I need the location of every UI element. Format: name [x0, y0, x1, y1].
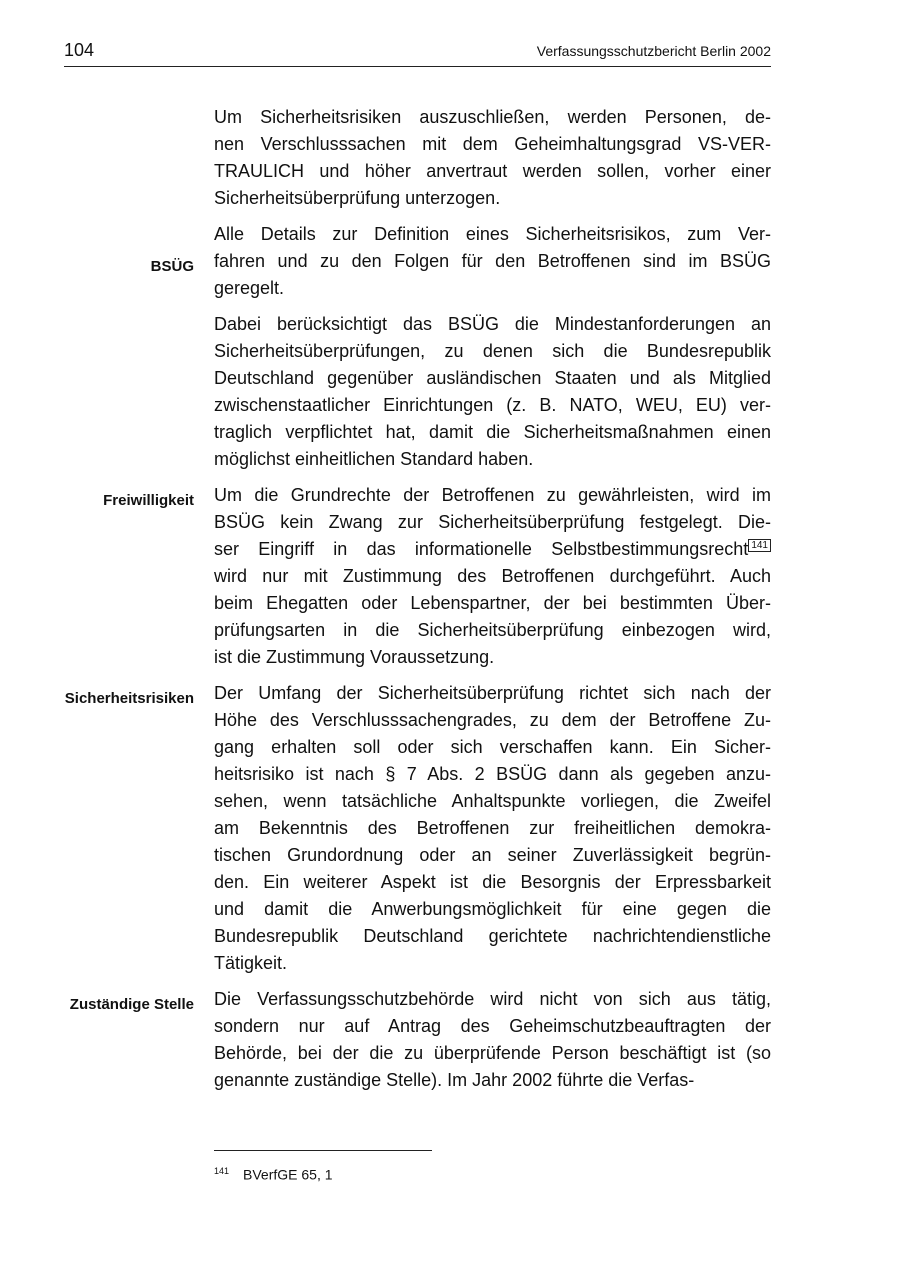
- text-line: [214, 896, 771, 923]
- text-line: [214, 338, 771, 365]
- text-line-content: tischen Grundordnung oder an seiner Zuverlässigkeit begrün-: [214, 845, 771, 865]
- text-line-content: Um die Grundrechte der Betroffenen zu gewährleisten, wird im: [214, 485, 771, 505]
- text-line-content: Alle Details zur Definition eines Sicherheitsrisikos, zum Ver-: [214, 224, 771, 244]
- text-line: [214, 392, 771, 419]
- margin-note: Freiwilligkeit: [103, 492, 194, 509]
- text-line-content: TRAULICH und höher anvertraut werden sollen, vorher einer: [214, 161, 771, 181]
- text-line: [214, 617, 771, 644]
- text-line-content: Sicherheitsüberprüfungen, zu denen sich die Bundesrepublik: [214, 341, 771, 361]
- footnote: [214, 1166, 333, 1183]
- margin-note: Sicherheitsrisiken: [64, 690, 194, 707]
- text-line-content: am Bekenntnis des Betroffenen zur freiheitlichen demokra-: [214, 818, 771, 838]
- text-line: [214, 536, 771, 563]
- footnote-text: BVerfGE 65, 1: [243, 1166, 333, 1183]
- footnote-divider: [214, 1150, 432, 1151]
- paragraph: [150, 221, 771, 302]
- text-line-content: Höhe des Verschlusssachengrades, zu dem der Betroffene Zu-: [214, 710, 771, 730]
- text-line: [214, 158, 771, 185]
- text-line: [214, 104, 771, 131]
- text-line: [214, 644, 771, 671]
- text-line: [214, 563, 771, 590]
- text-line-content: sondern nur auf Antrag des Geheimschutzbeauftragten der: [214, 1016, 771, 1036]
- text-line-content: genannte zuständige Stelle). Im Jahr 2002 führte die Verfas-: [214, 1070, 695, 1090]
- text-line: [214, 248, 771, 275]
- text-line: [214, 842, 771, 869]
- text-line: [214, 788, 771, 815]
- text-line: [214, 1067, 771, 1094]
- text-line: [214, 590, 771, 617]
- text-line-content: ser Eingriff in das informationelle Selbstbestimmungsrecht: [214, 539, 749, 559]
- text-line-content: Um Sicherheitsrisiken auszuschließen, werden Personen, de-: [214, 107, 771, 127]
- body-text: [64, 104, 771, 1103]
- text-line-content: zwischenstaatlicher Einrichtungen (z. B. NATO, WEU, EU) ver-: [214, 395, 771, 415]
- text-line-content: heitsrisiko ist nach § 7 Abs. 2 BSÜG dann als gegeben anzu-: [214, 764, 771, 784]
- text-line: [214, 761, 771, 788]
- running-title: Verfassungsschutzbericht Berlin 2002: [536, 43, 771, 59]
- text-line: [214, 185, 771, 212]
- text-line: [214, 1040, 771, 1067]
- text-line-content: beim Ehegatten oder Lebenspartner, der bei bestimmten Über-: [214, 593, 771, 613]
- text-line-content: Der Umfang der Sicherheitsüberprüfung richtet sich nach der: [214, 683, 771, 703]
- margin-note: Zuständige Stelle: [69, 996, 194, 1013]
- text-line-content: den. Ein weiterer Aspekt ist die Besorgnis der Erpressbarkeit: [214, 872, 771, 892]
- text-line-content: gang erhalten soll oder sich verschaffen kann. Ein Sicher-: [214, 737, 771, 757]
- footnote-reference[interactable]: 141: [748, 539, 771, 552]
- text-line: [214, 986, 771, 1013]
- paragraph: [214, 311, 771, 473]
- text-line: [214, 950, 771, 977]
- text-line-content: sehen, wenn tatsächliche Anhaltspunkte vorliegen, die Zweifel: [214, 791, 771, 811]
- footnote-number: 141: [214, 1166, 230, 1176]
- text-line: [214, 131, 771, 158]
- text-line-content: fahren und zu den Folgen für den Betroffenen sind im BSÜG: [214, 251, 771, 271]
- paragraph: [69, 986, 771, 1094]
- text-line-content: und damit die Anwerbungsmöglichkeit für eine gegen die: [214, 899, 771, 919]
- page-number: 104: [64, 40, 95, 60]
- text-line: [214, 311, 771, 338]
- text-line-content: nen Verschlusssachen mit dem Geheimhaltungsgrad VS-VER-: [214, 134, 771, 154]
- text-line: [214, 680, 771, 707]
- text-line-content: möglichst einheitlichen Standard haben.: [214, 449, 534, 469]
- text-line-content: traglich verpflichtet hat, damit die Sicherheitsmaßnahmen einen: [214, 422, 771, 442]
- text-line-content: ist die Zustimmung Voraussetzung.: [214, 647, 495, 667]
- text-line: [214, 869, 771, 896]
- margin-note: BSÜG: [150, 258, 194, 275]
- text-line: [214, 419, 771, 446]
- page-header: [64, 40, 771, 67]
- paragraph: [64, 680, 771, 977]
- text-line: [214, 1013, 771, 1040]
- text-line: [214, 482, 771, 509]
- text-line: [214, 446, 771, 473]
- text-line-content: Deutschland gegenüber ausländischen Staaten und als Mitglied: [214, 368, 771, 388]
- text-line-content: Sicherheitsüberprüfung unterzogen.: [214, 188, 501, 208]
- text-line: [214, 509, 771, 536]
- text-line: [214, 815, 771, 842]
- text-line: [214, 275, 771, 302]
- text-line-content: Tätigkeit.: [214, 953, 288, 973]
- text-line-content: wird nur mit Zustimmung des Betroffenen durchgeführt. Auch: [214, 566, 771, 586]
- text-line: [214, 365, 771, 392]
- text-line: [214, 707, 771, 734]
- paragraph: [214, 104, 771, 212]
- text-line: [214, 734, 771, 761]
- text-line: [214, 923, 771, 950]
- text-line-content: Dabei berücksichtigt das BSÜG die Mindestanforderungen an: [214, 314, 771, 334]
- text-line-content: BSÜG kein Zwang zur Sicherheitsüberprüfung festgelegt. Die-: [214, 512, 771, 532]
- text-line-content: Bundesrepublik Deutschland gerichtete nachrichtendienstliche: [214, 926, 771, 946]
- text-line: [214, 221, 771, 248]
- text-line-content: Die Verfassungsschutzbehörde wird nicht von sich aus tätig,: [214, 989, 771, 1009]
- text-line-content: geregelt.: [214, 278, 285, 298]
- text-line-content: Behörde, bei der die zu überprüfende Person beschäftigt ist (so: [214, 1043, 771, 1063]
- text-line-content: prüfungsarten in die Sicherheitsüberprüfung einbezogen wird,: [214, 620, 771, 640]
- paragraph: [103, 482, 771, 671]
